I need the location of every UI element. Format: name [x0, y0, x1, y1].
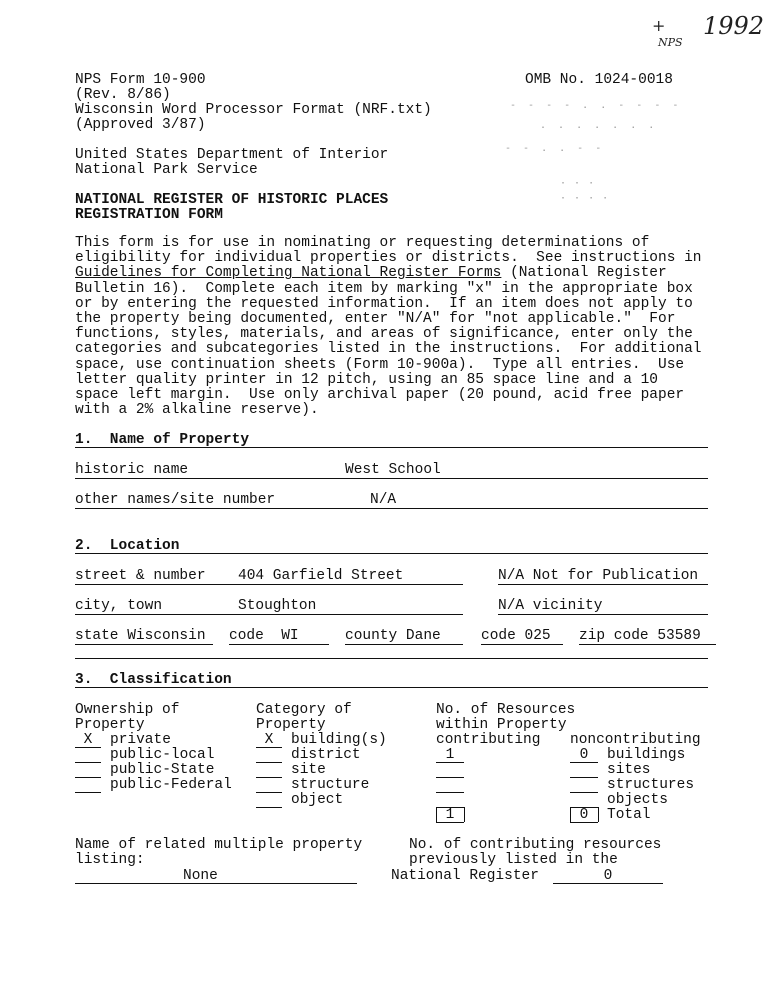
related-property-label: listing:	[75, 852, 145, 868]
department-name: United States Department of Interior	[75, 147, 389, 163]
resource-type-label: objects	[607, 792, 668, 808]
form-format: Wisconsin Word Processor Format (NRF.txt)	[75, 102, 432, 118]
resources-heading: No. of Resources	[436, 702, 576, 718]
previously-listed-label: previously listed in the	[409, 852, 618, 868]
zip-code-field[interactable]: zip code 53589	[579, 628, 701, 644]
historic-name-value[interactable]: West School	[345, 462, 441, 478]
count-blank	[570, 792, 598, 793]
county-code-field[interactable]: code 025	[481, 628, 551, 644]
checkbox-blank	[256, 747, 282, 748]
count-blank	[570, 762, 598, 763]
ownership-label: public-Federal	[110, 777, 232, 793]
other-names-value[interactable]: N/A	[370, 492, 397, 508]
street-label: street & number	[75, 568, 206, 584]
count-blank	[436, 777, 464, 778]
related-property-label: Name of related multiple property	[75, 837, 363, 853]
field-rule	[75, 644, 213, 645]
faint-stamp-mark: · · ·	[560, 178, 596, 189]
service-name: National Park Service	[75, 162, 258, 178]
category-label: site	[291, 762, 326, 778]
related-property-value[interactable]: None	[183, 868, 218, 884]
section-rule	[75, 447, 708, 448]
count-blank	[436, 762, 464, 763]
section-rule	[75, 553, 708, 554]
form-title: NATIONAL REGISTER OF HISTORIC PLACES	[75, 192, 389, 208]
contributing-heading: contributing	[436, 732, 541, 748]
category-label: building(s)	[291, 732, 387, 748]
category-checkbox[interactable]: X	[264, 732, 274, 748]
ownership-label: private	[110, 732, 171, 748]
field-rule	[481, 644, 563, 645]
handwritten-year: 1992	[703, 12, 765, 40]
checkbox-blank	[256, 807, 282, 808]
city-value[interactable]: Stoughton	[238, 598, 317, 614]
form-number: NPS Form 10-900	[75, 72, 206, 88]
resource-type-label: structures	[607, 777, 695, 793]
count-blank	[436, 822, 464, 823]
section-rule	[75, 687, 708, 688]
field-rule	[229, 644, 329, 645]
field-rule	[345, 644, 463, 645]
section-rule	[75, 658, 708, 659]
resources-heading: within Property	[436, 717, 567, 733]
city-label: city, town	[75, 598, 163, 614]
checkbox-blank	[75, 792, 101, 793]
noncontributing-count[interactable]: 0	[579, 747, 589, 763]
previously-listed-value[interactable]: 0	[603, 868, 613, 884]
checkbox-blank	[75, 762, 101, 763]
count-blank	[570, 777, 598, 778]
field-rule	[75, 614, 463, 615]
total-box-right	[464, 807, 465, 822]
omb-number: OMB No. 1024-0018	[525, 72, 673, 88]
category-heading: Property	[256, 717, 326, 733]
state-code-field[interactable]: code WI	[229, 628, 299, 644]
field-rule	[75, 508, 708, 509]
previously-listed-label: No. of contributing resources	[409, 837, 662, 853]
state-field[interactable]: state Wisconsin	[75, 628, 206, 644]
total-box-left	[570, 807, 571, 822]
contributing-total[interactable]: 1	[445, 807, 455, 823]
faint-stamp-line: - - . . - -	[505, 143, 605, 154]
ownership-label: public-State	[110, 762, 215, 778]
section-2-heading: 2. Location	[75, 538, 180, 554]
ownership-checkbox[interactable]: X	[83, 732, 93, 748]
checkbox-blank	[75, 777, 101, 778]
category-label: district	[291, 747, 361, 763]
field-rule	[498, 614, 708, 615]
faint-stamp-line: . . . . . . .	[540, 120, 658, 131]
faint-stamp-mark: · · · ·	[560, 193, 610, 204]
category-label: object	[291, 792, 344, 808]
checkbox-blank	[256, 792, 282, 793]
checkbox-blank	[256, 777, 282, 778]
instructions-paragraph: This form is for use in nominating or requesting determinations of eligibility for individual properties or districts. See instructions in Guidelines for Completing National Register Forms (National Register Bulletin 16). Complete each item by marking "x" in the appropriate box or by entering the requested information. If an item does not apply to the property being documented, enter "N/A" for "not applicable." For functions, styles, materials, and areas of significance, enter only the categories and subcategories listed in the instructions. For additional space, use continuation sheets (Form 10-900a). Type all entries. Use letter quality printer in 12 pitch, using an 85 space line and a 10 space left margin. Use only archival paper (20 pound, acid free paper with a 2% alkaline reserve).	[75, 235, 702, 419]
category-label: structure	[291, 777, 370, 793]
form-approved: (Approved 3/87)	[75, 117, 206, 133]
previously-listed-label: National Register	[391, 868, 539, 884]
total-box-left	[436, 807, 437, 822]
field-rule	[75, 883, 357, 884]
handwritten-initials: NPS	[658, 36, 683, 49]
field-rule	[75, 584, 463, 585]
resource-type-label: sites	[607, 762, 651, 778]
resource-type-label: Total	[607, 807, 651, 823]
field-rule	[579, 644, 716, 645]
other-names-label: other names/site number	[75, 492, 276, 508]
ownership-heading: Property	[75, 717, 145, 733]
total-box-right	[598, 807, 599, 822]
noncontributing-heading: noncontributing	[570, 732, 701, 748]
form-revision: (Rev. 8/86)	[75, 87, 171, 103]
noncontributing-total[interactable]: 0	[579, 807, 589, 823]
not-for-publication[interactable]: N/A Not for Publication	[498, 568, 699, 584]
county-field[interactable]: county Dane	[345, 628, 441, 644]
street-value[interactable]: 404 Garfield Street	[238, 568, 404, 584]
section-1-heading: 1. Name of Property	[75, 432, 250, 448]
field-rule	[75, 478, 708, 479]
field-rule	[498, 584, 708, 585]
guidelines-reference: Guidelines for Completing National Register Forms	[75, 265, 502, 282]
form-subtitle: REGISTRATION FORM	[75, 207, 223, 223]
ownership-heading: Ownership of	[75, 702, 180, 718]
ownership-label: public-local	[110, 747, 215, 763]
count-blank	[436, 792, 464, 793]
checkbox-blank	[256, 762, 282, 763]
historic-name-label: historic name	[75, 462, 189, 478]
checkbox-blank	[75, 747, 101, 748]
category-heading: Category of	[256, 702, 352, 718]
faint-stamp-line: - - - - . . - - - -	[510, 100, 682, 111]
count-blank	[570, 822, 598, 823]
count-blank	[570, 807, 598, 808]
contributing-count[interactable]: 1	[445, 747, 455, 763]
handwritten-plus-mark: +	[652, 16, 666, 35]
section-3-heading: 3. Classification	[75, 672, 232, 688]
resource-type-label: buildings	[607, 747, 686, 763]
vicinity[interactable]: N/A vicinity	[498, 598, 603, 614]
field-rule	[553, 883, 663, 884]
count-blank	[436, 807, 464, 808]
